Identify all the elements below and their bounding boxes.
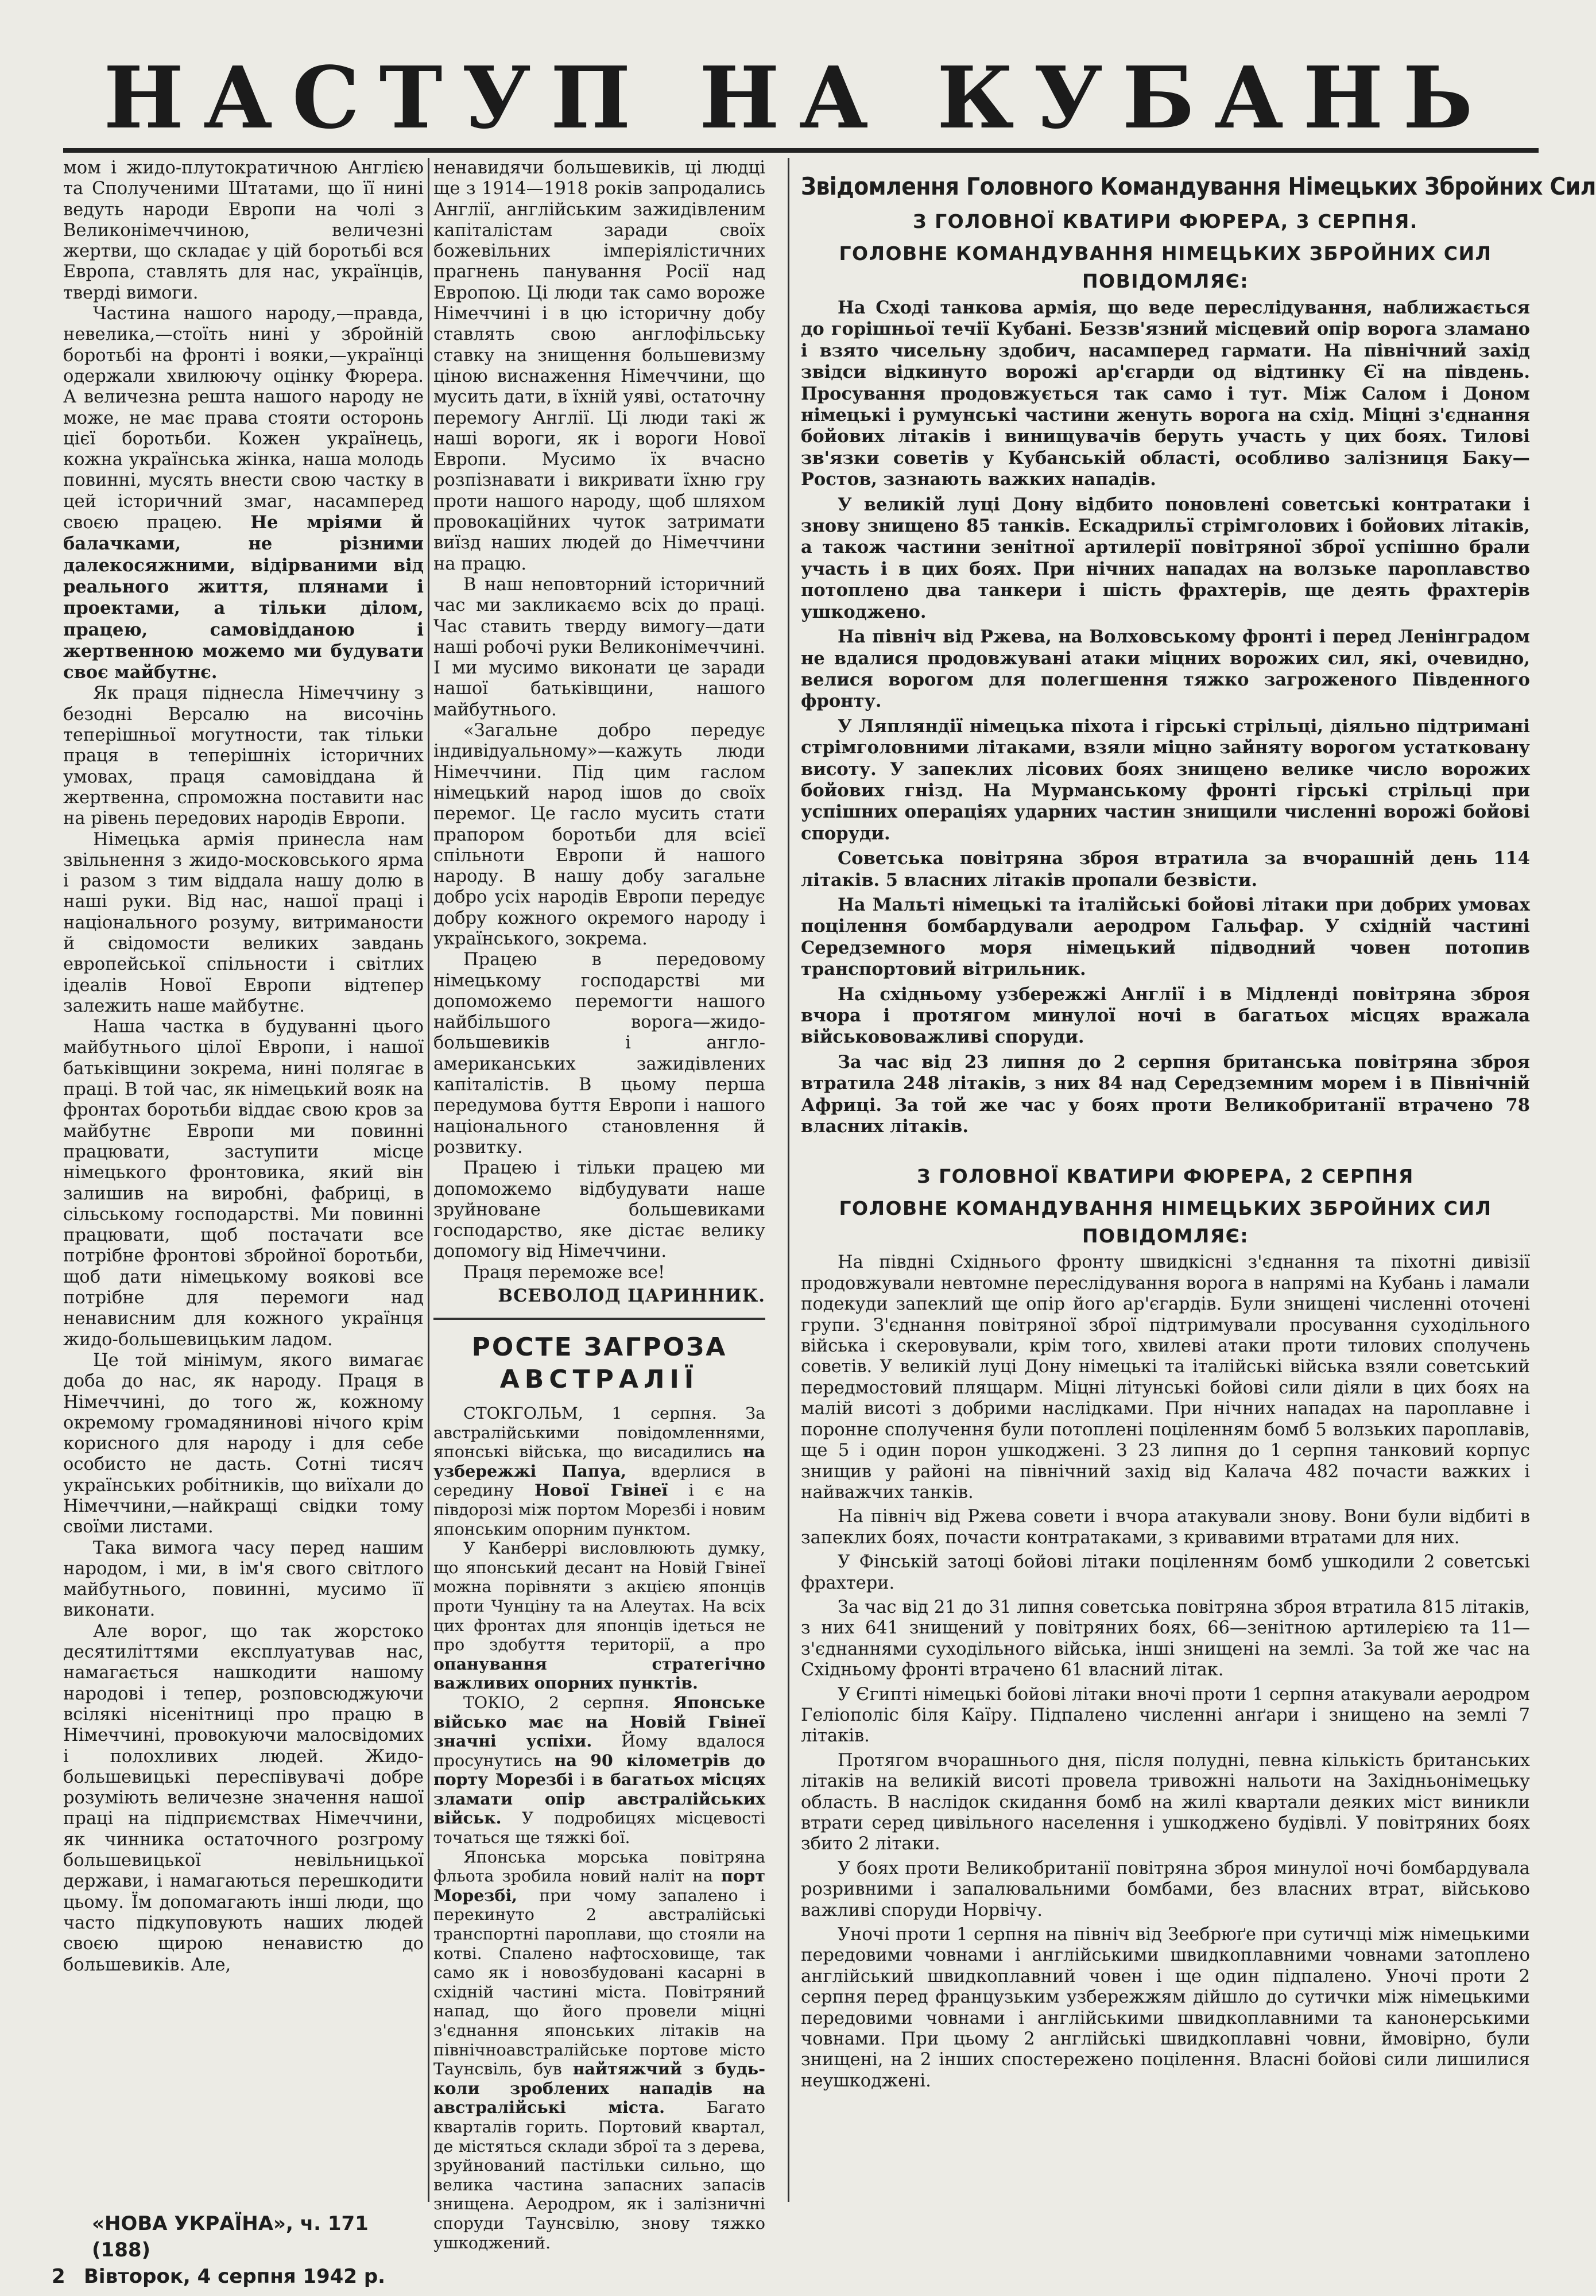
text-run: СТОКГОЛЬМ, 1 серпня. За австралійськими повідомленнями, японські війська, що висадились	[433, 1404, 765, 1462]
footer-date-line	[52, 2263, 408, 2290]
report2-paragraph	[801, 1552, 1530, 1594]
text-run: Це той мінімум, якого вимагає доба до нас, як народу. Праця в Німеччині, до того ж, кожному окремому громадянинові нічого крім корисного для народу і для себе особисто не дасть. Сотні тисяч українських робітників, що виїхали до Німеччини,—найкращі свідки тому своїми листами.	[63, 1350, 424, 1538]
text-run: Советська повітряна зброя втратила за вчорашній день 114 літаків. 5 власних літаків пропали безвісти.	[801, 848, 1530, 890]
text-run: Не мріями й балачками, не різними далекосяжними, відірваними від реального життя, плянами і проектами, а тільки ділом, працею, самовідданою і жертвенною можемо ми будувати своє майбутнє.	[63, 512, 424, 683]
report1-paragraph	[801, 848, 1530, 891]
text-run: У боях проти Великобританії повітряна зброя минулої ночі бомбардувала розривними і запалювальними бомбами, без власних втрат, військово важливі споруди Норвічу.	[801, 1858, 1530, 1921]
col1-paragraph	[63, 683, 424, 829]
text-run: В наш неповторний історичний час ми закликаємо всіх до праці. Час ставить тверду вимогу—дати наші робочі руки Великонімеччині. І ми мусимо виконати це заради нашої батьківщини, нашого майбутнього.	[433, 574, 765, 720]
text-run: Наша частка в будуванні цього майбутнього цілої Европи, і нашої батьківщини зокрема, нині полягає в праці. В той час, як німецький вояк на фронтах боротьби віддає свою кров за майбутнє Европи ми повинні працювати, заступити місце німецького фронтовика, який він залишив на виробні, фабриці, в сільському господарстві. Ми повинні працювати, щоб постачати все потрібне фронтові збройної боротьби, щоб дати німецькому воякові все потрібне для перемоги над ненависним для кожного українця жидо-большевицьким ладом.	[63, 1017, 424, 1350]
text-run: Праця переможе все!	[463, 1262, 665, 1283]
article-title-line-2: АВСТРАЛІЇ	[499, 1365, 699, 1394]
text-run: У Канберрі висловлюють думку, що японський десант на Новій Гвінеї можна порівняти з акцією японців проти Чунціну та на Алеутах. На всіх цих фронтах для японців ідеться не про здобуття території, а про	[433, 1539, 765, 1655]
text-run: На Мальті німецькі та італійські бойові літаки при добрих умовах поцілення бомбардували аеродром Гальфар. У східній частині Середземного моря німецький підводний човен потопив транспортовий вітрильник.	[801, 894, 1530, 980]
report2-paragraph	[801, 1507, 1530, 1548]
text-run: У Єгипті німецькі бойові літаки вночі проти 1 серпня атакували аеродром Геліополіс біля Каїру. Підпалено численні анґари і знищено на землі 7 літаків.	[801, 1684, 1530, 1747]
report-main-title: Звідомлення Головного Командування Німецьких Збройних Сил	[801, 172, 1596, 200]
text-run: На північ від Ржева, на Волховському фронті і перед Ленінградом не вдалися продовжувані атаки міцних ворожих сил, які, очевидно, велися ворогом для полегшення тяжко загроженого Південного фронту.	[801, 626, 1530, 712]
report1-dateline: З ГОЛОВНОЇ КВАТИРИ ФЮРЕРА, 3 СЕРПНЯ.	[913, 210, 1418, 233]
report1-paragraph	[801, 297, 1530, 491]
text-run: Працею і тільки працею ми допоможемо відбудувати наше зруйноване большевиками господарство, яке дістає велику допомогу від Німеччини.	[433, 1158, 765, 1262]
text-run: найтяжчий з будь-коли зроблених нападів на австралійські міста.	[433, 2059, 765, 2117]
text-run: На півдні Східнього фронту швидкісні з'єднання та піхотні дивізії продовжували невтомне переслідування ворога в напрямі на Кубань і ламали подекуди запеклий ще опір його ар'єгардів. Були знищені численні оточені групи. З'єднання повітряної зброї підтримували просування суходільного війська і скеровували, крім того, хвилеві атаки проти тилових сполучень советів. У великій луці Дону німецькі та італійські війська взяли советський передмостовий плящарм. Міцні літунські бойові сили діяли в цих боях на малій висоті з добрими наслідками. При нічних нападах на пароплавне і поронне сполучення були потоплені поціленням бомб 5 волзьких пароплавів, ще 5 і один порон ушкоджені. З 23 липня до 1 серпня танковий корпус знищив у районі на північний захід від Калача 482 почасти важких і найважчих танків.	[801, 1252, 1530, 1503]
text-run: Частина нашого народу,—правда, невелика,—стоїть нині у збройній боротьбі на фронті і вояки,—українці одержали хвилюючу оцінку Фюрера. А величезна решта нашого народу не може, не має права стояти осторонь цієї боротьби. Кожен українець, кожна українська жінка, наша молодь повинні, мусять внести свою частку в цей історичний змаг, насамперед своєю працею.	[63, 304, 424, 533]
australia-article	[433, 1318, 765, 2252]
text-run: На східньому узбережжі Англії і в Мідленді повітряна зброя вчора і протягом минулої ночі в багатьох місцях вражала військововажливі споруди.	[801, 984, 1530, 1048]
text-run: Як праця піднесла Німеччину з безодні Версалю на височінь теперішньої могутности, так тільки праця в теперішніх історичних умовах, праця самовіддана й жертвенна, спроможна поставити нас на рівень передових народів Европи.	[63, 683, 424, 829]
masthead-title: НАСТУП НА КУБАНЬ	[103, 48, 1493, 148]
col2-paragraph	[433, 950, 765, 1158]
report1-paragraph	[801, 1052, 1530, 1138]
text-run: На північ від Ржева совети і вчора атакували знову. Вони були відбиті в запеклих боях, почасти контратаками, з кривавими втратами для них.	[801, 1507, 1530, 1548]
article-paragraph	[433, 1848, 765, 2252]
text-run: Працею в передовому німецькому господарстві ми допоможемо перемогти нашого найбільшого ворога—жидо-большевиків і англо-американських зажидівлених капіталістів. В цьому перша передумова буття Европи і нашого національного становлення й розвитку.	[433, 950, 765, 1157]
text-run: порт Морезбі,	[433, 1866, 765, 1905]
article-paragraph	[433, 1693, 765, 1848]
report2-heading-line-2: ПОВІДОМЛЯЄ:	[1082, 1225, 1249, 1248]
col1-paragraph	[63, 304, 424, 683]
article-paragraph	[433, 1404, 765, 1539]
text-run: Японська морська повітряна фльота зробила новий наліт на	[433, 1847, 765, 1886]
col2-paragraph	[433, 575, 765, 721]
footer	[52, 2210, 408, 2290]
text-run: Нової Гвінеї	[534, 1480, 668, 1500]
masthead-rule	[63, 148, 1539, 153]
report1-paragraph	[801, 494, 1530, 623]
report1-heading	[801, 240, 1530, 295]
author-signature: ВСЕВОЛОД ЦАРИННИК.	[498, 1286, 765, 1307]
report2-dateline: З ГОЛОВНОЇ КВАТИРИ ФЮРЕРА, 2 СЕРПНЯ	[917, 1165, 1414, 1188]
col2-paragraph	[433, 721, 765, 950]
article-paragraph	[433, 1539, 765, 1693]
report1-paragraph	[801, 984, 1530, 1048]
text-run: при чому запалено і перекинуто 2 австралійські транспортні пароплави, що стояли на котві. Спалено нафтосховище, так само як і новозбудовані касарні в східній частині міста. Повітряний напад, що його провели міцні з'єднання японських літаків на північноавстралійське портове місто Таунсвіль, був	[433, 1885, 765, 2079]
text-run: і	[573, 1770, 592, 1790]
article-title	[433, 1331, 765, 1396]
article-top-rule	[433, 1318, 765, 1320]
report2-paragraph	[801, 1597, 1530, 1681]
report1-paragraph	[801, 626, 1530, 713]
report2-heading	[801, 1195, 1530, 1250]
text-run: За час від 21 до 31 липня советська повітряна зброя втратила 815 літаків, з них 641 знищений у повітряних боях, 66—зенітною артилерією та 11—з'єднаннями суходільного війська, інші знищені на землі. За той же час на Східньому фронті втрачено 61 власний літак.	[801, 1597, 1530, 1681]
col1-paragraph	[63, 1538, 424, 1621]
report2-paragraph	[801, 1685, 1530, 1747]
text-run: За час від 23 липня до 2 серпня британська повітряна зброя втратила 248 літаків, з них 84 над Середземним морем і в Північній Африці. За той же час у боях проти Великобританії втрачено 78 власних літаків.	[801, 1051, 1530, 1137]
text-run: Йому вдалося просунутись	[433, 1732, 765, 1770]
footer-page-number: 2	[52, 2265, 65, 2288]
text-run: У великій луці Дону відбито поновлені советські контратаки і знову знищено 85 танків. Ескадрильї стрімголових і бойових літаків, а також частини зенітної артилерії повітряної зброї успішно брали участь і в цих боях. При нічних нападах на волзьке пароплавство потоплено два танкери і шість фрахтерів, ще деять фрахтерів ушкоджено.	[801, 494, 1530, 622]
text-run: в багатьох місцях зламати опір австралійських військ.	[433, 1770, 765, 1828]
report1-body	[801, 297, 1530, 1137]
col2-paragraph	[433, 158, 765, 575]
text-run: ненавидячи большевиків, ці людці ще з 1914—1918 років запродались Англії, англійським зажидівленим капіталістам заради своїх божевільних імперіялістичних прагнень панування Росії над Европою. Ці люди так само вороже Німеччині і в цю історичну добу ставлять свою англофільську ставку на знищення большевизму ціною виснаження Німеччини, що мусить дати, в їхній уяві, остаточну перемогу Англії. Ці люди такі ж наші вороги, як і вороги Нової Европи. Мусимо їх вчасно розпізнавати і викривати їхню гру проти нашого народу, щоб шляхом провокаційних чуток затримати виїзд наших людей до Німеччини на працю.	[433, 158, 765, 574]
report2-paragraph	[801, 1859, 1530, 1921]
text-run: і є на півдорозі між портом Морезбі і новим японським опорним пунктом.	[433, 1481, 765, 1539]
text-run: на узбережжі Папуа,	[433, 1442, 765, 1481]
text-run: Багато кварталів горить. Портовий квартал, де містяться склади зброї та з дерева, зруйнований пастільки сильно, що велика частина запасних запасів знищена. Аеродром, як і залізничні споруди Таунсвілю, знову тяжко ушкоджений.	[433, 2098, 765, 2252]
column-divider-1	[428, 158, 429, 2202]
text-run: У Фінській затоці бойові літаки поціленням бомб ушкодили 2 советські фрахтери.	[801, 1552, 1530, 1593]
report1-heading-line-1: ГОЛОВНЕ КОМАНДУВАННЯ НІМЕЦЬКИХ ЗБРОЙНИХ СИЛ	[839, 242, 1492, 265]
text-run: на 90 кілометрів до порту Морезбі	[433, 1750, 765, 1790]
col1-paragraph	[63, 1350, 424, 1538]
report1-heading-line-2: ПОВІДОМЛЯЄ:	[1082, 270, 1249, 292]
report2-paragraph	[801, 1925, 1530, 2092]
right-section	[801, 171, 1596, 2215]
masthead	[63, 48, 1533, 148]
col2-paragraph	[433, 1158, 765, 1262]
text-run: У Ляпляндії німецька піхота і гірські стрільці, діяльно підтримані стрімголовними літаками, взяли міцно зайняту ворогом устатковану висоту. У запеклих лісових боях знищено велике число ворожих бойових гнізд. На Мурманському фронті гірські стрільці при успішних операціях ударних частин знищили численні ворожі бойові споруди.	[801, 715, 1530, 844]
col1-paragraph	[63, 830, 424, 1017]
text-run: У подробицях місцевості точаться ще тяжкі бої.	[433, 1809, 765, 1848]
column-2	[433, 158, 765, 1312]
text-run: вдерлися в середину	[433, 1461, 765, 1500]
text-run: ТОКІО, 2 серпня.	[463, 1693, 673, 1712]
report2-paragraph	[801, 1252, 1530, 1503]
column-1	[63, 158, 424, 2064]
footer-date: Вівторок, 4 серпня 1942 р.	[84, 2265, 386, 2288]
report1-paragraph	[801, 716, 1530, 845]
report2-heading-line-1: ГОЛОВНЕ КОМАНДУВАННЯ НІМЕЦЬКИХ ЗБРОЙНИХ СИЛ	[839, 1197, 1492, 1220]
col1-paragraph	[63, 1621, 424, 1976]
article-body	[433, 1404, 765, 2252]
text-run: Така вимога часу перед нашим народом, і ми, в ім'я свого світлого майбутнього, повинні, мусимо її виконати.	[63, 1538, 424, 1621]
text-run: На Сході танкова армія, що веде переслідування, наближається до горішньої течії Кубані. Беззв'язний місцевий опір ворога зламано і взято чисельну здобич, насамперед гармати. На північний захід звідси відкинуто ворожі ар'єгарди од відтинку Єї на південь. Просування продовжується так само і тут. Між Салом і Доном німецькі і румунські частини женуть ворога на схід. Міцні з'єднання бойових літаків і винищувачів беруть участь у цих боях. Тилові зв'язки советів у Кубанській області, особливо залізниця Баку—Ростов, зазнають важких нападів.	[801, 297, 1530, 490]
text-run: опанування стратегічно важливих опорних пунктів.	[433, 1654, 765, 1693]
text-run: Німецька армія принесла нам звільнення з жидо-московського ярма і разом з тим віддала нашу долю в наші руки. Від нас, нашої праці і національного розуму, витриманости й свідомости великих завдань европейської спільности і світлих ідеалів Нової Европи відтепер залежить наше майбутнє.	[63, 829, 424, 1016]
text-run: Японське військо має на Новій Гвінеї значні успіхи.	[433, 1692, 765, 1751]
report2-body	[801, 1252, 1530, 2092]
report1-paragraph	[801, 895, 1530, 981]
text-run: «Загальне добро передує індивідуальному»—кажуть люди Німеччини. Під цим гаслом німецький народ ішов до своїх перемог. Це гасло мусить стати прапором боротьби для всієї спільноти Европи й нашого народу. В нашу добу загальне добро усіх народів Европи передує добру кожного окремого народу і українського, зокрема.	[433, 721, 765, 949]
article-title-line-1: РОСТЕ ЗАГРОЗА	[471, 1333, 727, 1362]
text-run: Протягом вчорашнього дня, після полудні, певна кількість британських літаків на великій висоті провела тривожні нальоти на Західньонімецьку область. В наслідок скидання бомб на жилі квартали деяких міст виникли втрати серед цивільного населення і ушкоджено будівлі. У повітряних боях збито 2 літаки.	[801, 1750, 1530, 1854]
col2-paragraph	[433, 1263, 765, 1283]
column-divider-2	[788, 158, 789, 2202]
text-run: Уночі проти 1 серпня на північ від Зеебрюґе при сутичці між німецькими передовими човнами і англійськими швидкоплавними човнами затоплено англійський швидкоплавний човен і ще один підпалено. Уночі проти 2 серпня перед французьким узбережжям дійшло до сутички між німецькими передовими човнами і англійськими швидкоплавними та канонерськими човнами. При цьому 2 англійські швидкоплавні човни, ймовірно, були знищені, на 2 інших спостережено поцілення. Власні бойові сили лишилися неушкоджені.	[801, 1925, 1530, 2091]
text-run: мом і жидо-плутократичною Англією та Сполученими Штатами, що її нині ведуть народи Европи на чолі з Великонімеччиною, величезні жертви, що складає у цій боротьбі вся Европа, ставлять для нас, українців, тверді вимоги.	[63, 158, 424, 303]
report2-paragraph	[801, 1751, 1530, 1855]
col1-paragraph	[63, 1017, 424, 1350]
col1-paragraph	[63, 158, 424, 304]
text-run: Але ворог, що так жорстоко десятиліттями експлуатував нас, намагається нашкодити нашому народові і тепер, розповсюджуючи всілякі нісенітниці про працю в Німеччині, провокуючи малосвідомих і полохливих людей. Жидо-большевицькі переспівувачі добре розуміють величезне значення нашої праці на підприємствах Німеччини, як чинника остаточного розгрому большевицької невільницької держави, і намагаються перешкодити цьому. Їм допомагають інші люди, що часто підкуповують наших людей своєю щирою ненавистю до большевиків. Але,	[63, 1621, 424, 1975]
footer-paper-issue: «НОВА УКРАЇНА», ч. 171 (188)	[92, 2212, 369, 2262]
